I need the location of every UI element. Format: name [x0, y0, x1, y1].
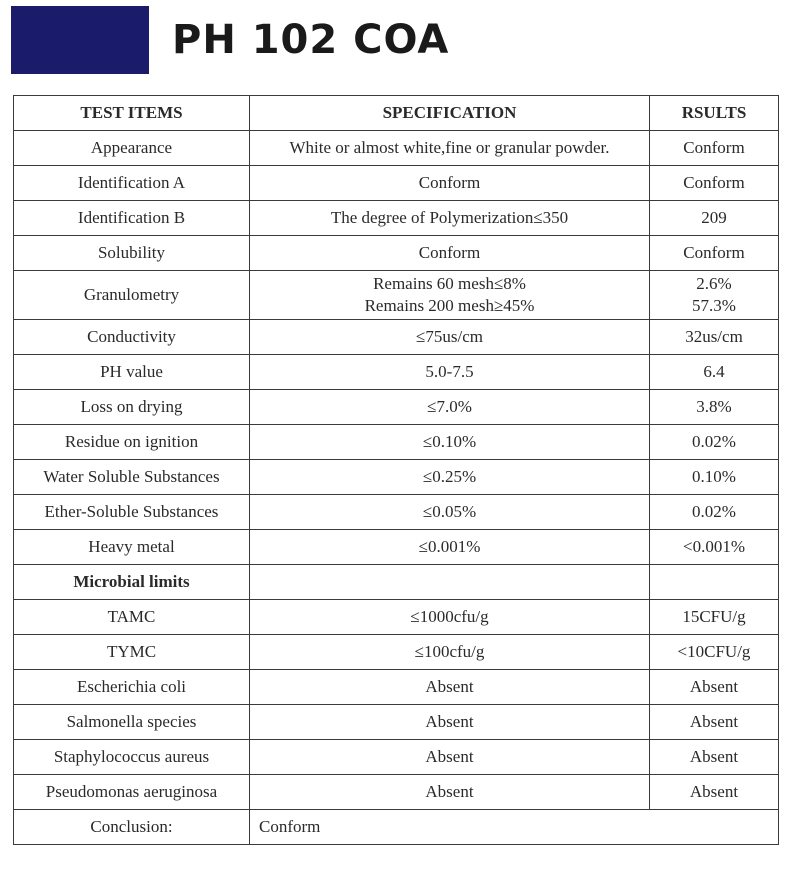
table-row — [14, 320, 779, 355]
test-item-cell: Pseudomonas aeruginosa — [14, 775, 250, 810]
result-cell: 15CFU/g — [650, 600, 779, 635]
specification-cell: Conform — [250, 236, 650, 271]
result-cell — [650, 565, 779, 600]
table-row — [14, 670, 779, 705]
specification-cell: ≤7.0% — [250, 390, 650, 425]
test-item-cell: Appearance — [14, 131, 250, 166]
header-specification: SPECIFICATION — [250, 96, 650, 131]
test-item-cell: Residue on ignition — [14, 425, 250, 460]
result-cell: Absent — [650, 775, 779, 810]
specification-cell: ≤0.001% — [250, 530, 650, 565]
test-item-cell: Solubility — [14, 236, 250, 271]
result-cell: 209 — [650, 201, 779, 236]
test-item-cell: Staphylococcus aureus — [14, 740, 250, 775]
result-line: 57.3% — [692, 296, 736, 315]
specification-cell: ≤0.05% — [250, 495, 650, 530]
test-item-cell: Water Soluble Substances — [14, 460, 250, 495]
specification-cell: The degree of Polymerization≤350 — [250, 201, 650, 236]
test-item-cell: Heavy metal — [14, 530, 250, 565]
test-item-cell: Conductivity — [14, 320, 250, 355]
test-item-cell: Loss on drying — [14, 390, 250, 425]
result-cell: Conform — [650, 131, 779, 166]
result-cell: 3.8% — [650, 390, 779, 425]
result-cell: <10CFU/g — [650, 635, 779, 670]
header-results: RSULTS — [650, 96, 779, 131]
specification-line: Remains 60 mesh≤8% — [373, 274, 526, 293]
table-row — [14, 390, 779, 425]
table-row — [14, 425, 779, 460]
table-row — [14, 740, 779, 775]
table-row — [14, 271, 779, 320]
table-row — [14, 530, 779, 565]
test-item-cell: TYMC — [14, 635, 250, 670]
specification-cell: ≤0.10% — [250, 425, 650, 460]
table-row — [14, 495, 779, 530]
specification-cell: ≤100cfu/g — [250, 635, 650, 670]
specification-cell: Absent — [250, 670, 650, 705]
specification-cell: White or almost white,fine or granular powder. — [250, 131, 650, 166]
coa-table — [13, 95, 779, 845]
conclusion-row — [14, 810, 779, 845]
specification-cell: Absent — [250, 705, 650, 740]
result-cell — [650, 271, 779, 320]
test-item-cell: Salmonella species — [14, 705, 250, 740]
test-item-cell: Ether-Soluble Substances — [14, 495, 250, 530]
result-cell: Absent — [650, 705, 779, 740]
brand-color-block — [11, 6, 149, 74]
test-item-cell: PH value — [14, 355, 250, 390]
result-cell: 0.10% — [650, 460, 779, 495]
result-cell: Conform — [650, 236, 779, 271]
section-heading-cell: Microbial limits — [14, 565, 250, 600]
result-cell: 0.02% — [650, 425, 779, 460]
result-cell: Conform — [650, 166, 779, 201]
document-title: PH 102 COA — [172, 17, 450, 63]
result-cell: Absent — [650, 740, 779, 775]
conclusion-value: Conform — [250, 810, 779, 845]
specification-cell — [250, 565, 650, 600]
table-row — [14, 460, 779, 495]
test-item-cell: Identification A — [14, 166, 250, 201]
specification-cell: Conform — [250, 166, 650, 201]
table-row — [14, 236, 779, 271]
table-row — [14, 131, 779, 166]
specification-cell: ≤75us/cm — [250, 320, 650, 355]
table-row — [14, 705, 779, 740]
conclusion-label: Conclusion: — [14, 810, 250, 845]
header-test-items: TEST ITEMS — [14, 96, 250, 131]
specification-cell: ≤1000cfu/g — [250, 600, 650, 635]
specification-cell: Absent — [250, 740, 650, 775]
test-item-cell: Granulometry — [14, 271, 250, 320]
specification-cell — [250, 271, 650, 320]
test-item-cell: Identification B — [14, 201, 250, 236]
result-cell: <0.001% — [650, 530, 779, 565]
section-row-microbial-limits — [14, 565, 779, 600]
result-line: 2.6% — [696, 274, 732, 293]
result-cell: 0.02% — [650, 495, 779, 530]
table-row — [14, 201, 779, 236]
specification-cell: 5.0-7.5 — [250, 355, 650, 390]
specification-cell: ≤0.25% — [250, 460, 650, 495]
specification-line: Remains 200 mesh≥45% — [364, 296, 535, 315]
result-cell: 32us/cm — [650, 320, 779, 355]
table-row — [14, 355, 779, 390]
table-row — [14, 775, 779, 810]
specification-cell: Absent — [250, 775, 650, 810]
table-header-row — [14, 96, 779, 131]
test-item-cell: Escherichia coli — [14, 670, 250, 705]
table-row — [14, 166, 779, 201]
test-item-cell: TAMC — [14, 600, 250, 635]
table-row — [14, 635, 779, 670]
result-cell: 6.4 — [650, 355, 779, 390]
result-cell: Absent — [650, 670, 779, 705]
table-row — [14, 600, 779, 635]
